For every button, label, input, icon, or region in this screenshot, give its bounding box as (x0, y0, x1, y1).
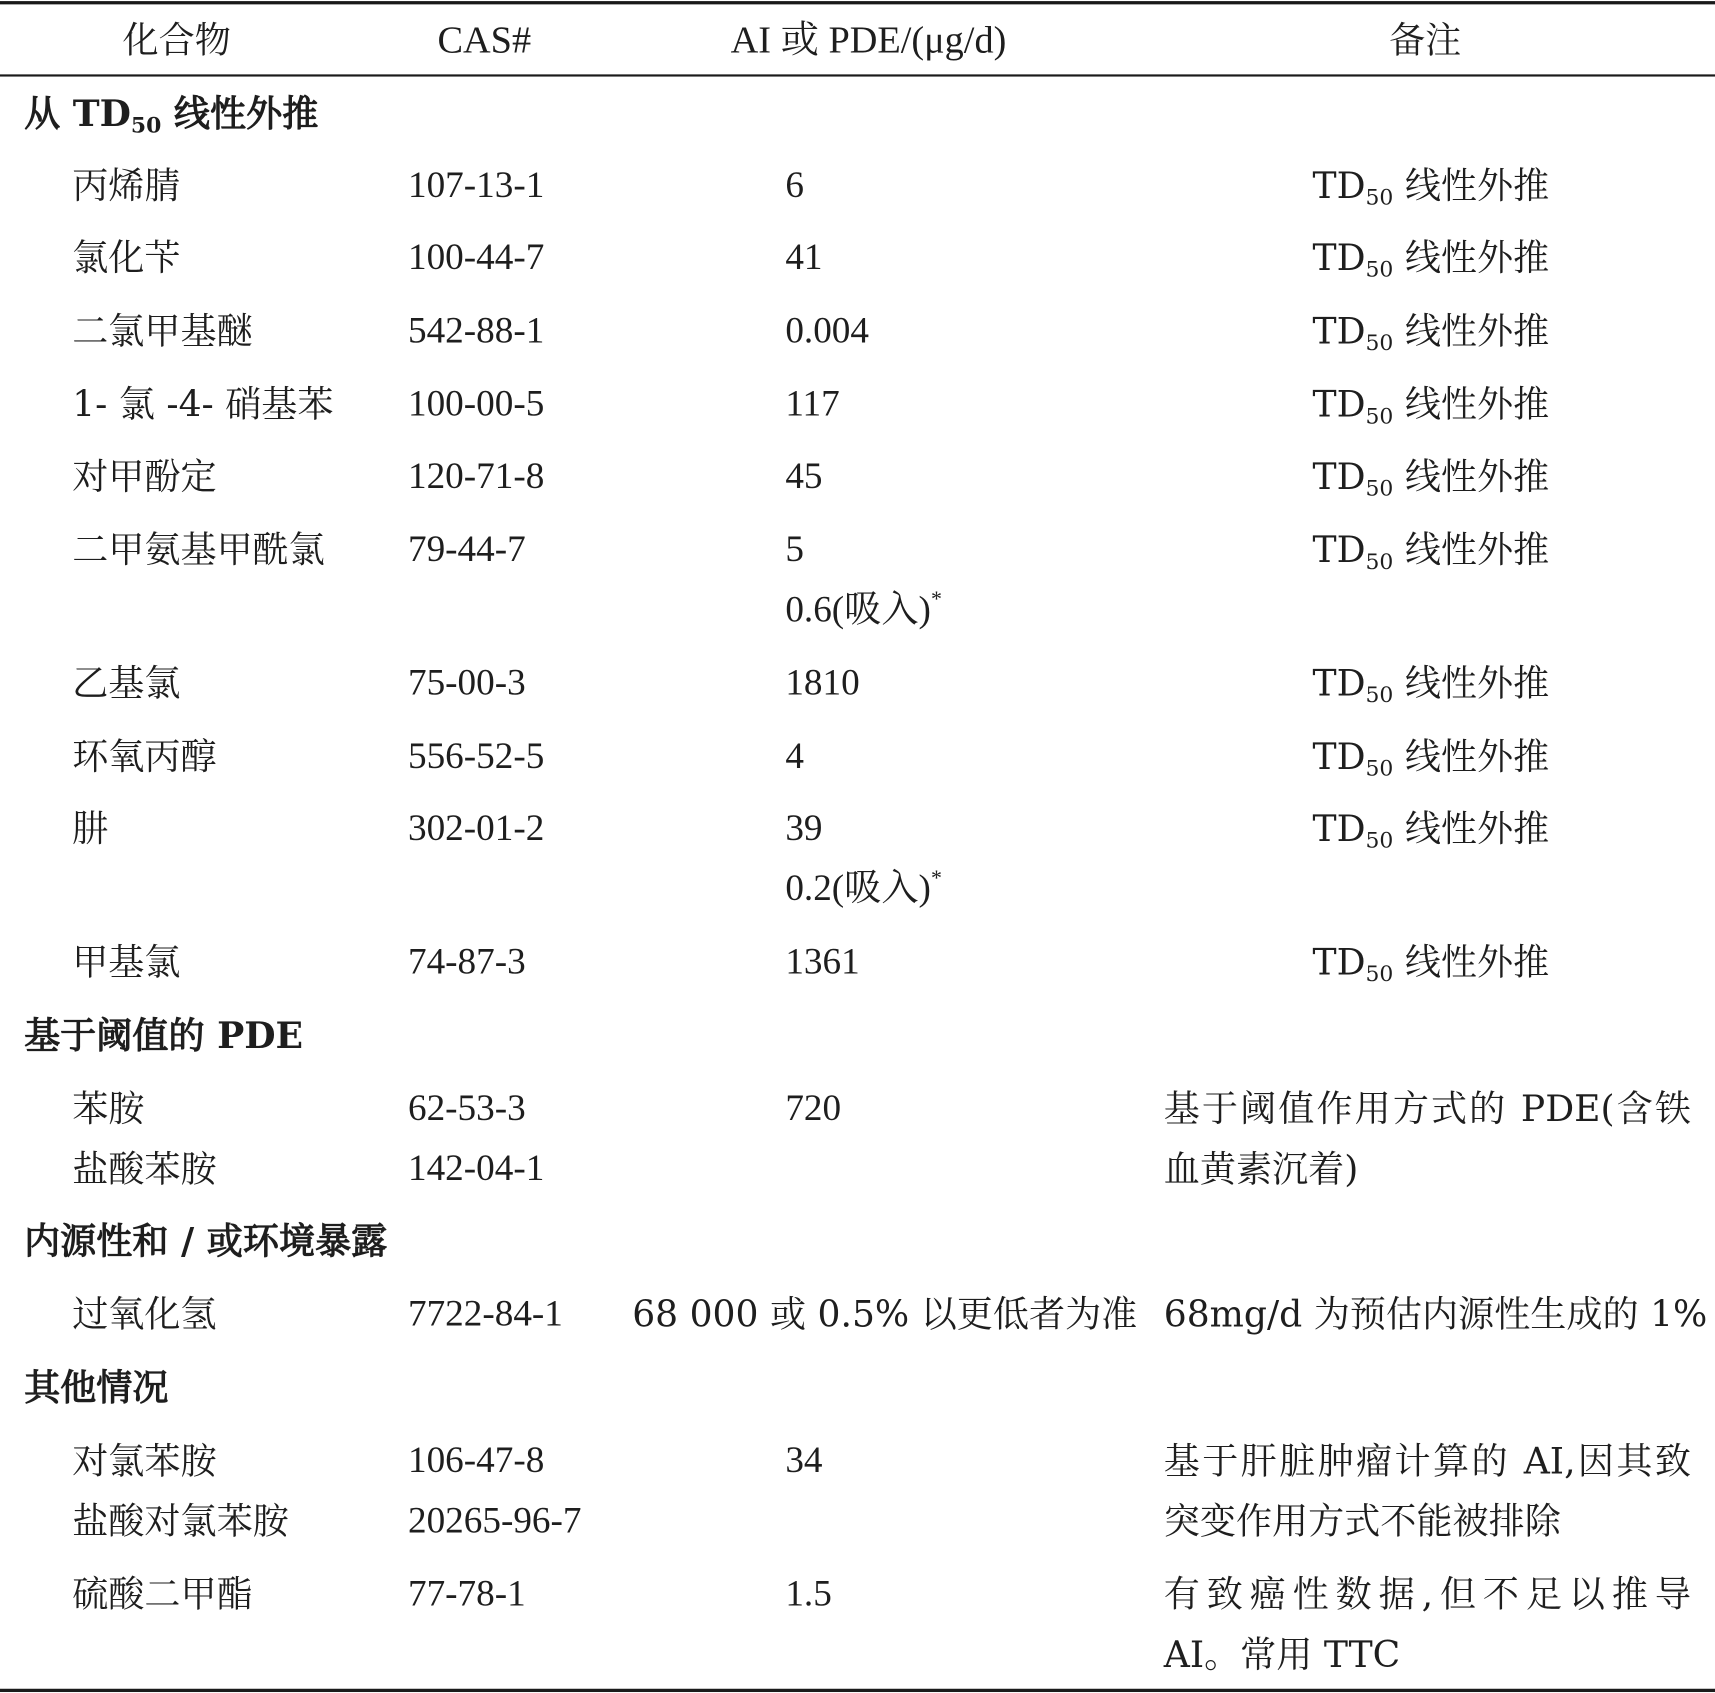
header-remark: 备注 (1389, 18, 1462, 62)
ai-value: 1810 (785, 662, 860, 704)
ai-value: 6 (785, 165, 804, 206)
compound-name: 对氯苯胺 (72, 1439, 217, 1483)
header-rule (0, 74, 1715, 76)
cas-number: 542-88-1 (407, 310, 545, 352)
remark-td50: $TD_{50}$ 线性外推 (1312, 309, 1550, 356)
remark-line-1: 有致癌性数据,但不足以推导 (1163, 1572, 1691, 1616)
remark-td50: $TD_{50}$ 线性外推 (1312, 164, 1550, 210)
cas-number: 62-53-3 (407, 1088, 526, 1129)
remark-td50: $TD_{50}$ 线性外推 (1312, 236, 1550, 283)
section-endogenous-title: 内源性和 / 或环境暴露 (24, 1219, 388, 1263)
cas-number: 100-00-5 (407, 383, 545, 425)
remark-td50: $TD_{50}$ 线性外推 (1312, 528, 1550, 575)
header-ai-pde: AI 或 PDE/(μg/d) (730, 18, 1007, 62)
compound-name: 1- 氯 -4- 硝基苯 (72, 382, 334, 426)
header-cas: CAS# (437, 18, 532, 62)
ai-value: 0.004 (785, 310, 869, 352)
ai-value-inhalation: 0.2(吸入)* (785, 866, 942, 909)
ai-value: 720 (785, 1088, 842, 1129)
section-threshold-title: 基于阈值的 PDE (24, 1013, 304, 1057)
ai-value: 1.5 (785, 1573, 832, 1615)
top-rule (0, 1, 1715, 4)
compound-name: 二甲氨基甲酰氯 (72, 528, 325, 571)
compound-name: 肼 (72, 807, 109, 850)
remark-td50: $TD_{50}$ 线性外推 (1312, 807, 1550, 854)
remark-line-2: 血黄素沉着) (1163, 1147, 1359, 1190)
cas-number: 100-44-7 (407, 237, 545, 278)
bottom-rule (0, 1689, 1715, 1692)
cas-number: 106-47-8 (407, 1440, 545, 1481)
cas-number-salt: 20265-96-7 (407, 1500, 582, 1542)
remark-line-2: 突变作用方式不能被排除 (1163, 1499, 1561, 1543)
section-other-title: 其他情况 (24, 1366, 169, 1409)
compound-name: 丙烯腈 (72, 164, 181, 207)
compound-name: 苯胺 (72, 1087, 145, 1130)
cas-number: 79-44-7 (407, 529, 526, 570)
ai-value: 68 000 或 0.5% 以更低者为准 (632, 1292, 1138, 1336)
remark-line-1: 68mg/d 为预估内源性生成的 1% (1163, 1292, 1708, 1336)
header-compound: 化合物 (122, 18, 231, 62)
remark-td50: $TD_{50}$ 线性外推 (1312, 940, 1550, 987)
cas-number: 107-13-1 (407, 165, 545, 206)
compound-name: 硫酸二甲酯 (72, 1572, 253, 1616)
remark-td50: $TD_{50}$ 线性外推 (1312, 735, 1550, 781)
ai-value: 45 (785, 456, 823, 497)
ai-value-inhalation: 0.6(吸入)* (785, 587, 942, 630)
remark-td50: $TD_{50}$ 线性外推 (1312, 382, 1550, 429)
compound-name: 环氧丙醇 (72, 735, 217, 778)
compound-name: 甲基氯 (72, 940, 181, 984)
compound-name-salt: 盐酸对氯苯胺 (72, 1499, 289, 1543)
section-td50-title: 从 $TD_{50}$ 线性外推 (24, 91, 319, 138)
cas-number: 77-78-1 (407, 1573, 526, 1615)
cas-number-salt: 142-04-1 (407, 1148, 545, 1189)
remark-td50: $TD_{50}$ 线性外推 (1312, 661, 1550, 708)
ai-value: 34 (785, 1440, 823, 1481)
remark-line-1: 基于肝脏肿瘤计算的 AI,因其致 (1163, 1439, 1691, 1483)
ai-value: 4 (785, 736, 804, 777)
cas-number: 7722-84-1 (407, 1293, 563, 1335)
compound-name: 对甲酚定 (72, 455, 217, 498)
compound-name-salt: 盐酸苯胺 (72, 1147, 217, 1190)
compound-name: 乙基氯 (72, 661, 181, 705)
ai-value: 5 (785, 529, 804, 570)
ai-value: 41 (785, 237, 823, 278)
cas-number: 75-00-3 (407, 662, 526, 704)
cas-number: 74-87-3 (407, 941, 526, 983)
cas-number: 120-71-8 (407, 456, 545, 497)
cas-number: 556-52-5 (407, 736, 545, 777)
ai-value: 117 (785, 383, 840, 425)
ai-value: 39 (785, 808, 823, 849)
ai-value: 1361 (785, 941, 860, 983)
remark-td50: $TD_{50}$ 线性外推 (1312, 455, 1550, 501)
remark-line-1: 基于阈值作用方式的 PDE(含铁 (1163, 1087, 1691, 1130)
cas-number: 302-01-2 (407, 808, 545, 849)
compound-name: 氯化苄 (72, 236, 181, 279)
remark-line-2: AI。常用 TTC (1163, 1632, 1401, 1676)
compound-name: 过氧化氢 (72, 1292, 217, 1336)
compound-name: 二氯甲基醚 (72, 309, 253, 353)
